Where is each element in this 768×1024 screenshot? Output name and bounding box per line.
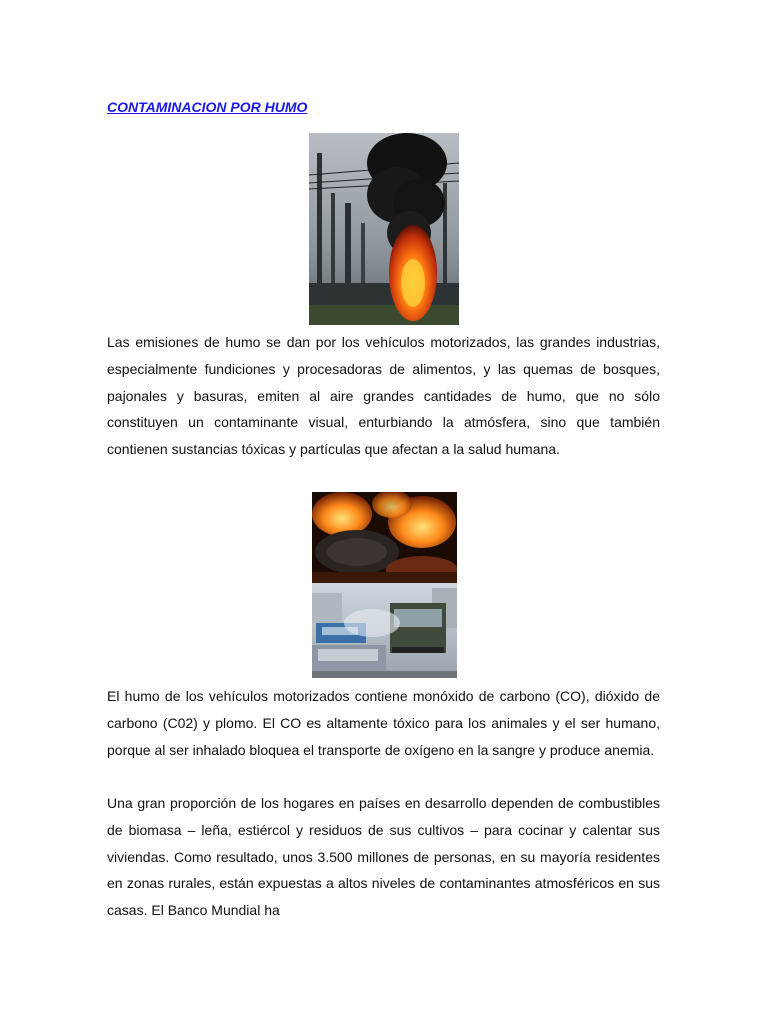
traffic-smog-photo (312, 583, 457, 678)
paragraph-1: Las emisiones de humo se dan por los vehículos motorizados, las grandes industrias, especialmente fundiciones y procesadoras de alimentos, y las quemas de bosques, pajonales y basuras, emiten al aire grandes cantidades de humo, que no sólo constituyen un contaminante visual, enturbiando la atmósfera, sino que también contienen sustancias tóxicas y partículas que afectan a la salud humana. (107, 334, 660, 458)
paragraph-3: Una gran proporción de los hogares en países en desarrollo dependen de combustibles de biomasa – leña, estiércol y residuos de sus cultivos – para cocinar y calentar sus viviendas. Como resultado, unos 3.500 millones de personas, en su mayoría residentes en zonas rurales, están expuestas a altos niveles de contaminantes atmosféricos en sus casas. El Banco Mundial ha (107, 795, 660, 919)
document-title: CONTAMINACION POR HUMO (107, 99, 308, 115)
burning-tires-photo (312, 492, 457, 583)
industrial-smoke-fire-photo (309, 133, 459, 325)
paragraph-2: El humo de los vehículos motorizados contiene monóxido de carbono (CO), dióxido de carbono (C02) y plomo. El CO es altamente tóxico para los animales y el ser humano, porque al ser inhalado bloquea el transporte de oxígeno en la sangre y produce anemia. (107, 688, 660, 758)
